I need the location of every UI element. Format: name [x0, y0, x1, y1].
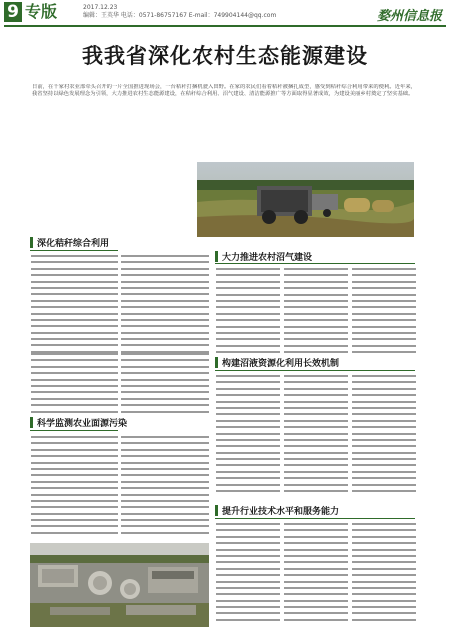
- column-text-4a: [216, 375, 280, 499]
- newspaper-name: 婺州信息报: [376, 9, 442, 24]
- section-heading-digestate: [215, 356, 339, 369]
- column-text-1b: [121, 255, 209, 353]
- column-text-5c: [352, 523, 416, 627]
- column-text-2a: [216, 268, 280, 356]
- column-text-2c: [352, 268, 416, 356]
- photo-baler-field: [197, 162, 414, 237]
- column-text-4b: [284, 375, 348, 499]
- section-bar: [215, 251, 218, 262]
- section-title: 科学监测农业面源污染: [37, 419, 128, 429]
- column-text-1a: [31, 255, 118, 353]
- section-rule: [30, 250, 118, 251]
- editor-contacts: 编辑：王英华 电话：0571-86757167 E-mail：749904144@qq.com: [83, 12, 277, 19]
- photo-facility-aerial: [30, 543, 209, 627]
- section-bar: [30, 417, 33, 428]
- section-bar: [30, 237, 33, 248]
- column-text-2b: [284, 268, 348, 356]
- column-text-4c: [352, 375, 416, 499]
- section-rule: [215, 370, 415, 371]
- column-text-1d: [121, 353, 209, 415]
- section-heading-straw: [30, 236, 109, 249]
- column-text-1c: [31, 353, 118, 415]
- page-number: 9: [4, 2, 22, 22]
- column-text-3a: [31, 436, 118, 540]
- section-title: 提升行业技术水平和服务能力: [222, 507, 340, 517]
- section-name: 专版: [25, 2, 58, 21]
- section-rule: [215, 263, 415, 264]
- section-title: 深化秸秆综合利用: [37, 239, 110, 249]
- section-title: 大力推进农村沼气建设: [222, 253, 313, 263]
- column-text-3b: [121, 436, 209, 540]
- section-title: 构建沼液资源化利用长效机制: [222, 359, 340, 369]
- column-text-5b: [284, 523, 348, 627]
- section-rule: [30, 430, 118, 431]
- masthead-rule: [4, 25, 446, 27]
- masthead: [0, 0, 450, 26]
- section-bar: [215, 357, 218, 368]
- section-heading-service: [215, 504, 339, 517]
- section-rule: [215, 518, 415, 519]
- section-bar: [215, 505, 218, 516]
- issue-date: 2017.12.23: [83, 4, 118, 11]
- intro-paragraph: 日前，在千家村农业部牵头召开的一片全国推进现场会，一台秸秆打捆机驶入田野。在家的农民们看着秸秆被捆扎成型，感受到秸秆综合利用带来的便利。近年来，我省坚持以绿色发展理念为引领，大力推进农村生态能源建设，在秸秆综合利用、沼气建设、清洁能源推广等方面取得显著成效，为建设美丽乡村奠定了坚实基础。: [32, 84, 416, 98]
- section-heading-biogas: [215, 250, 312, 263]
- page-headline: 我我省深化农村生态能源建设: [82, 44, 368, 68]
- section-heading-pollution: [30, 416, 127, 429]
- column-text-5a: [216, 523, 280, 627]
